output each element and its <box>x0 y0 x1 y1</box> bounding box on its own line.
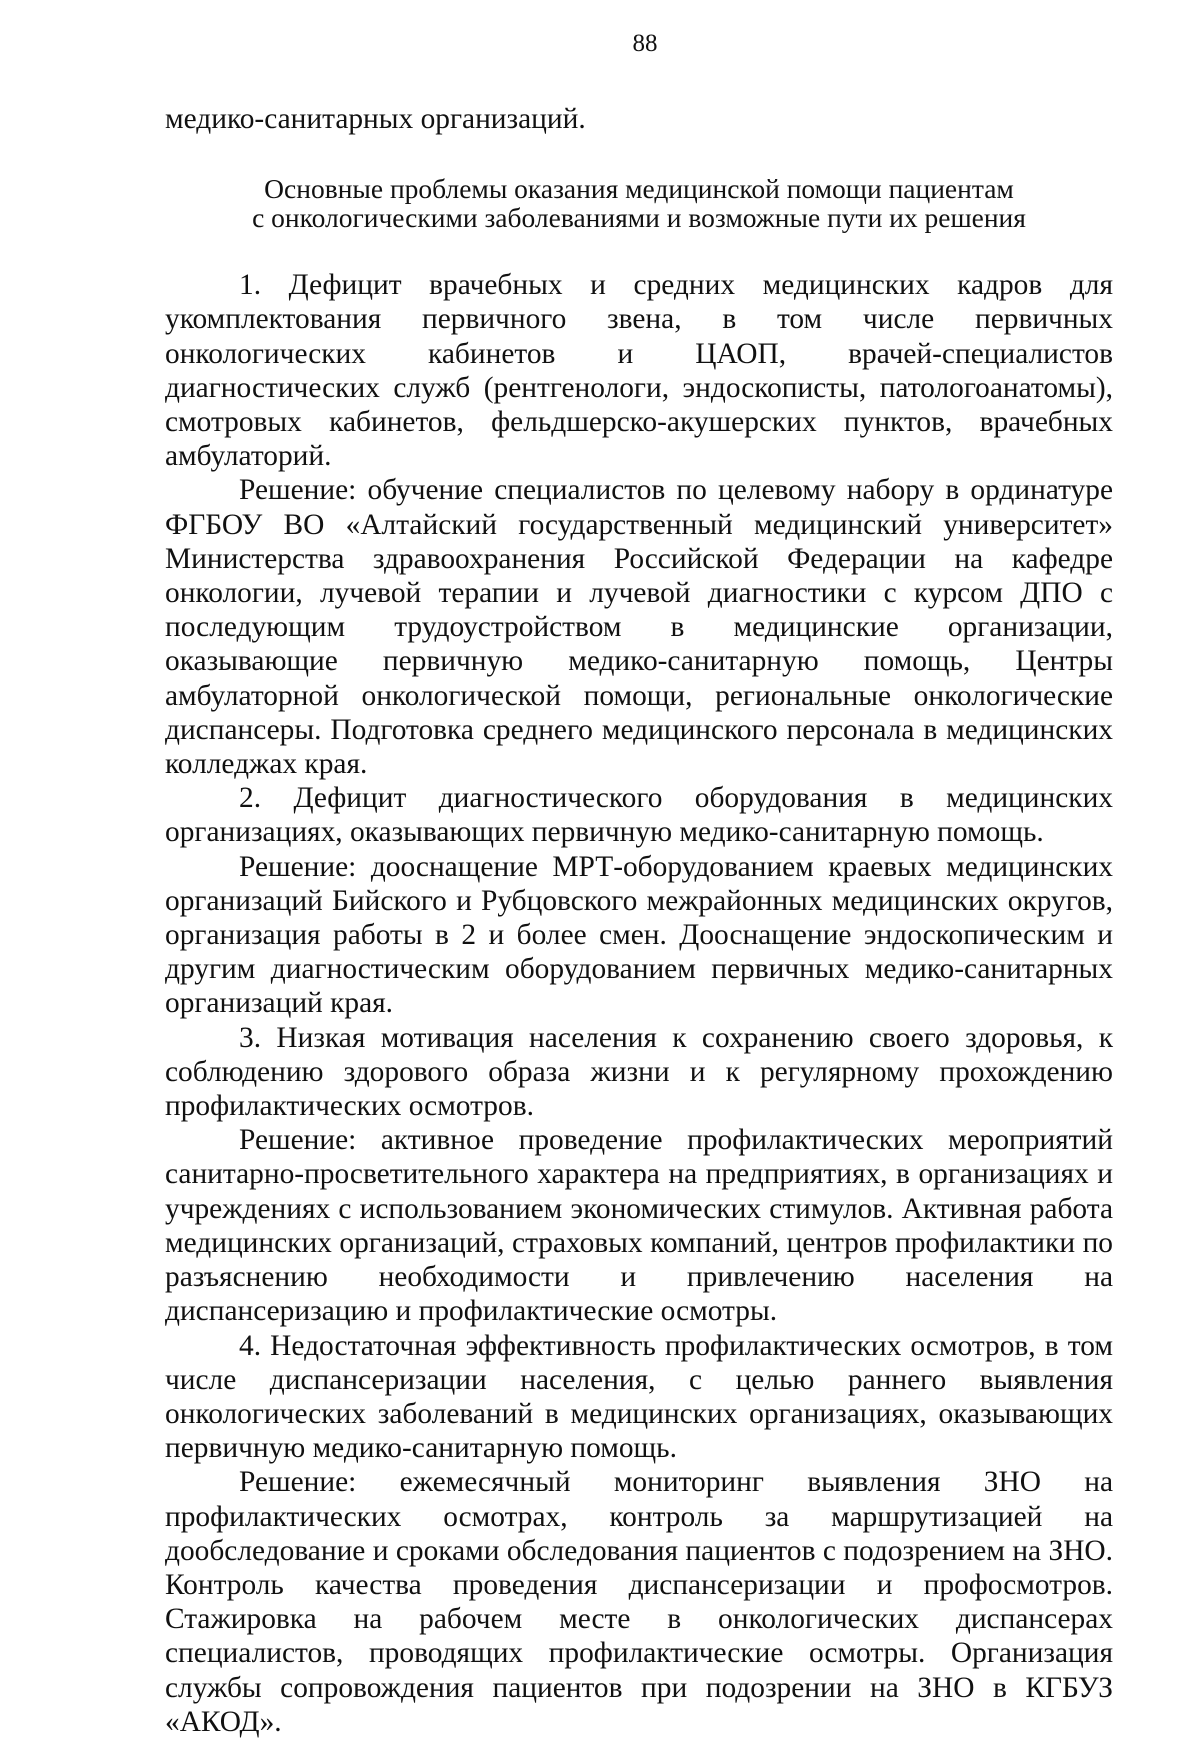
solution-3-paragraph: Решение: активное проведение профилактических мероприятий санитарно-просветительного характера на предприятиях, в организациях и учреждениях с использованием экономических стимулов. Активная работа медицинских организаций, страховых компаний, центров профилактики по разъяснению необходимости и привлечению населения на диспансеризацию и профилактические осмотры. <box>165 1124 1113 1328</box>
problem-3-paragraph: 3. Низкая мотивация населения к сохранению своего здоровья, к соблюдению здорового образа жизни и к регулярному прохождению профилактических осмотров. <box>165 1021 1113 1123</box>
page-number: 88 <box>632 30 658 57</box>
solution-2-paragraph: Решение: дооснащение МРТ-оборудованием краевых медицинских организаций Бийского и Рубцовского межрайонных медицинских округов, организация работы в 2 и более смен. Дооснащение эндоскопическим и другим диагностическим оборудованием первичных медико-санитарных организаций края. <box>165 850 1113 1020</box>
heading-line-1: Основные проблемы оказания медицинской помощи пациентам <box>264 173 1014 205</box>
document-body <box>165 102 1113 1739</box>
heading-line-2: с онкологическими заболеваниями и возможные пути их решения <box>252 202 1026 234</box>
problem-1-paragraph: 1. Дефицит врачебных и средних медицинских кадров для укомплектования первичного звена, в том числе первичных онкологических кабинетов и ЦАОП, врачей-специалистов диагностических служб (рентгенологи, эндоскописты, патологоанатомы), смотровых кабинетов, фельдшерско-акушерских пунктов, врачебных амбулаторий. <box>165 269 1113 473</box>
section-heading <box>165 174 1113 232</box>
solution-1-paragraph: Решение: обучение специалистов по целевому набору в ординатуре ФГБОУ ВО «Алтайский государственный медицинский университет» Министерства здравоохранения Российской Федерации на кафедре онкологии, лучевой терапии и лучевой диагностики с курсом ДПО с последующим трудоустройством в медицинские организации, оказывающие первичную медико-санитарную помощь, Центры амбулаторной онкологической помощи, региональные онкологические диспансеры. Подготовка среднего медицинского персонала в медицинских колледжах края. <box>165 474 1113 781</box>
solution-4-paragraph: Решение: ежемесячный мониторинг выявления ЗНО на профилактических осмотрах, контроль за маршрутизацией на дообследование и сроками обследования пациентов с подозрением на ЗНО. Контроль качества проведения диспансеризации и профосмотров. Стажировка на рабочем месте в онкологических диспансерах специалистов, проводящих профилактические осмотры. Организация службы сопровождения пациентов при подозрении на ЗНО в КГБУЗ «АКОД». <box>165 1466 1113 1738</box>
problem-4-paragraph: 4. Недостаточная эффективность профилактических осмотров, в том числе диспансеризации населения, с целью раннего выявления онкологических заболеваний в медицинских организациях, оказывающих первичную медико-санитарную помощь. <box>165 1329 1113 1465</box>
problem-2-paragraph: 2. Дефицит диагностического оборудования в медицинских организациях, оказывающих первичную медико-санитарную помощь. <box>165 782 1113 849</box>
intro-line: медико-санитарных организаций. <box>165 103 586 135</box>
